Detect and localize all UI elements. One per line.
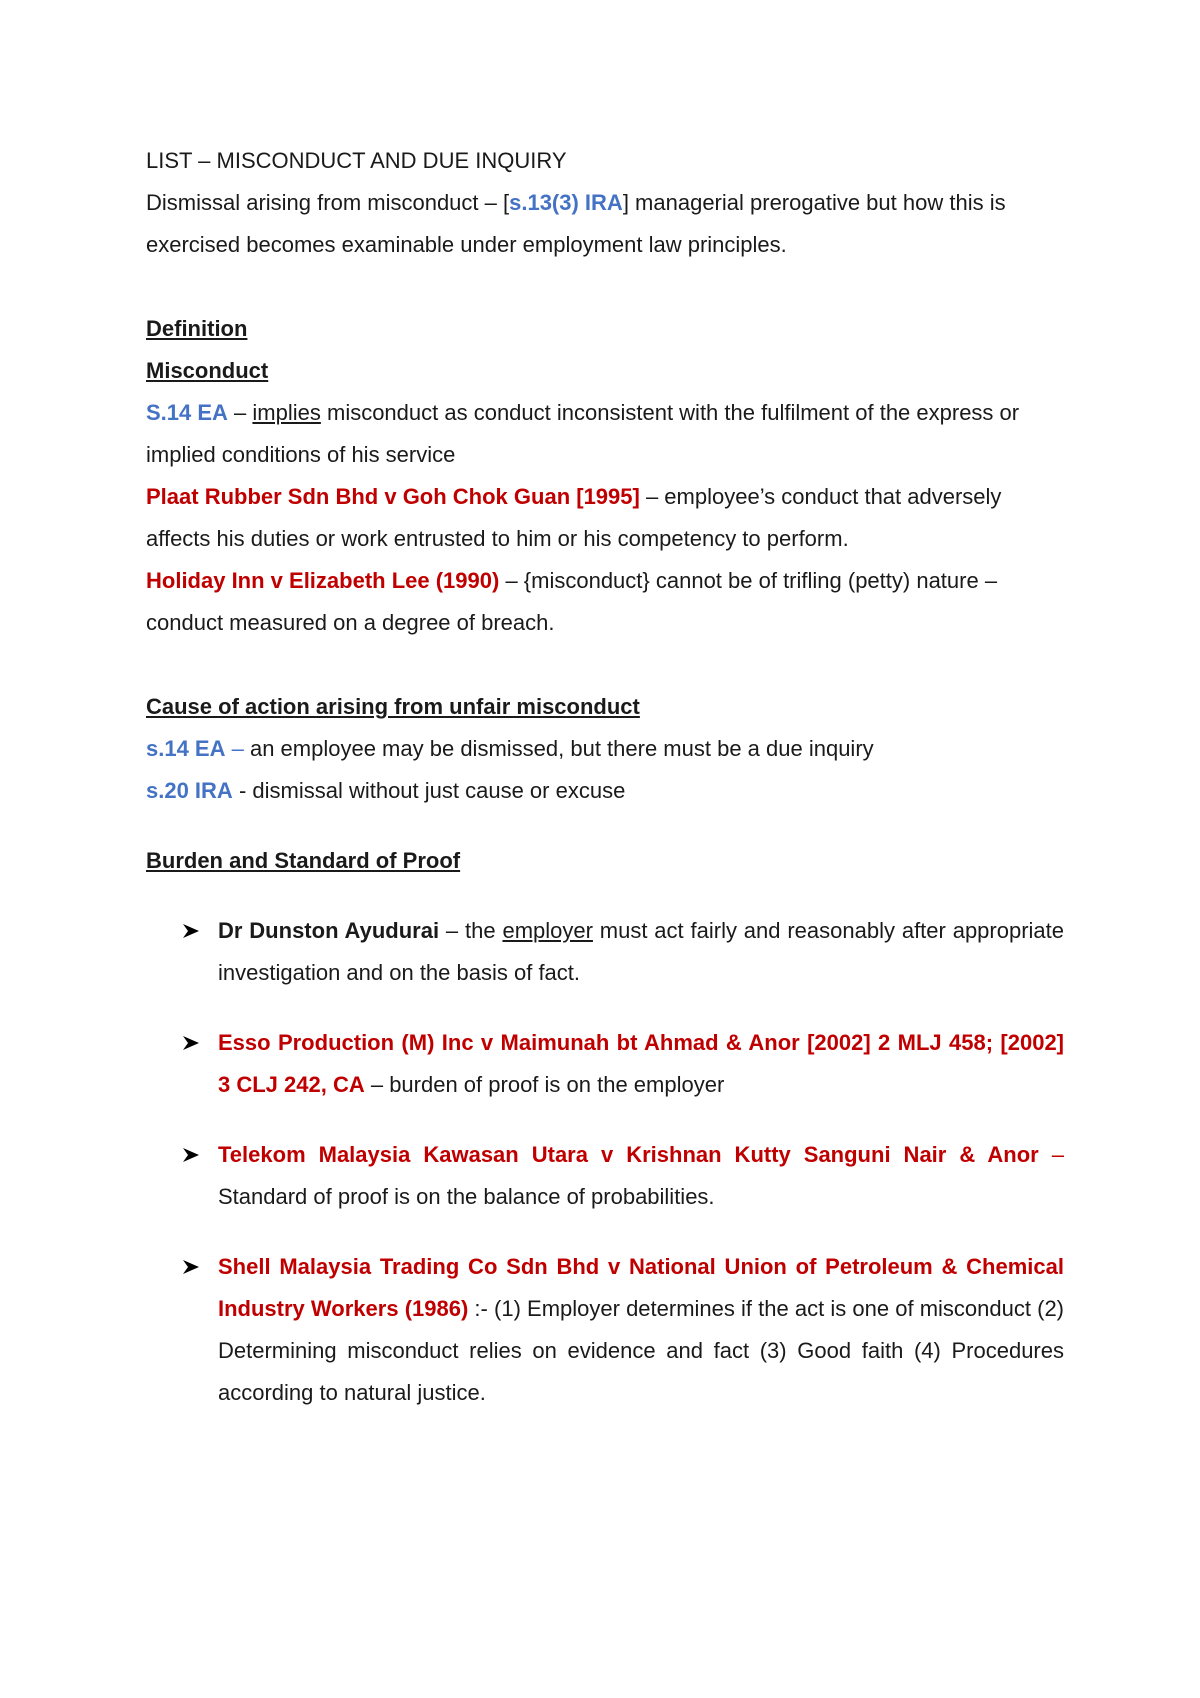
case-name-holiday-inn: Holiday Inn v Elizabeth Lee (1990)	[146, 568, 500, 593]
list-item	[146, 910, 1064, 994]
page-title: LIST – MISCONDUCT AND DUE INQUIRY	[146, 148, 567, 173]
esso-text: – burden of proof is on the employer	[364, 1072, 725, 1097]
list-item	[146, 1134, 1064, 1218]
arrow-bullet-icon	[182, 1259, 200, 1275]
intro-text-post: ] managerial prerogative but how this is exercised becomes examinable under employment law principles.	[146, 190, 1006, 257]
case-name-dunston: Dr Dunston Ayudurai	[218, 918, 440, 943]
intro-text-pre: Dismissal arising from misconduct – [	[146, 190, 510, 215]
employer-word: employer	[502, 918, 593, 943]
s14-cause-text: an employee may be dismissed, but there must be a due inquiry	[243, 736, 874, 761]
implies-word: implies	[252, 400, 321, 425]
case-name-shell: Shell Malaysia Trading Co Sdn Bhd v National Union of Petroleum & Chemical Industry Workers (1986)	[218, 1254, 1064, 1321]
intro-paragraph	[146, 182, 1064, 266]
dash: –	[225, 736, 244, 761]
dunston-text: must act fairly and reasonably after appropriate investigation and on the basis of fact.	[218, 918, 1065, 985]
dash: –	[1038, 1142, 1064, 1167]
arrow-bullet-icon	[182, 1035, 200, 1051]
document-body	[146, 140, 1064, 1442]
s14-definition-text: misconduct as conduct inconsistent with the fulfilment of the express or implied conditions of his service	[146, 400, 1020, 467]
case-name-telekom: Telekom Malaysia Kawasan Utara v Krishnan Kutty Sanguni Nair & Anor	[218, 1142, 1039, 1167]
s20-paragraph	[146, 770, 1064, 812]
statute-ref-s14-cause: s.14 EA	[146, 736, 226, 761]
arrow-bullet-icon	[182, 923, 200, 939]
s20-text: - dismissal without just cause or excuse	[232, 778, 626, 803]
s14-definition-paragraph	[146, 392, 1064, 476]
cause-of-action-heading: Cause of action arising from unfair misconduct	[146, 694, 640, 719]
burden-case-list	[146, 910, 1064, 1414]
statute-ref-s13: s.13(3) IRA	[509, 190, 623, 215]
list-item	[146, 1246, 1064, 1414]
list-item	[146, 1022, 1064, 1106]
holiday-case-text: – {misconduct} cannot be of trifling (petty) nature – conduct measured on a degree of breach.	[146, 568, 998, 635]
dash: –	[227, 400, 253, 425]
arrow-bullet-icon	[182, 1147, 200, 1163]
s14-cause-paragraph	[146, 728, 1064, 770]
statute-ref-s20: s.20 IRA	[146, 778, 233, 803]
telekom-text: Standard of proof is on the balance of probabilities.	[218, 1184, 715, 1209]
shell-text: :- (1) Employer determines if the act is one of misconduct (2) Determining misconduct relies on evidence and fact (3) Good faith (4) Procedures according to natural justice.	[218, 1296, 1065, 1405]
plaat-case-paragraph	[146, 476, 1064, 560]
misconduct-subheading: Misconduct	[146, 358, 269, 383]
plaat-case-text: – employee’s conduct that adversely affects his duties or work entrusted to him or his competency to perform.	[146, 484, 1002, 551]
burden-heading: Burden and Standard of Proof	[146, 848, 461, 873]
case-name-plaat: Plaat Rubber Sdn Bhd v Goh Chok Guan [1995]	[146, 484, 640, 509]
dunston-text-pre: – the	[439, 918, 503, 943]
statute-ref-s14: S.14 EA	[146, 400, 228, 425]
definition-heading: Definition	[146, 316, 248, 341]
holiday-case-paragraph	[146, 560, 1064, 644]
case-name-esso: Esso Production (M) Inc v Maimunah bt Ahmad & Anor [2002] 2 MLJ 458; [2002] 3 CLJ 242, CA	[218, 1030, 1064, 1097]
